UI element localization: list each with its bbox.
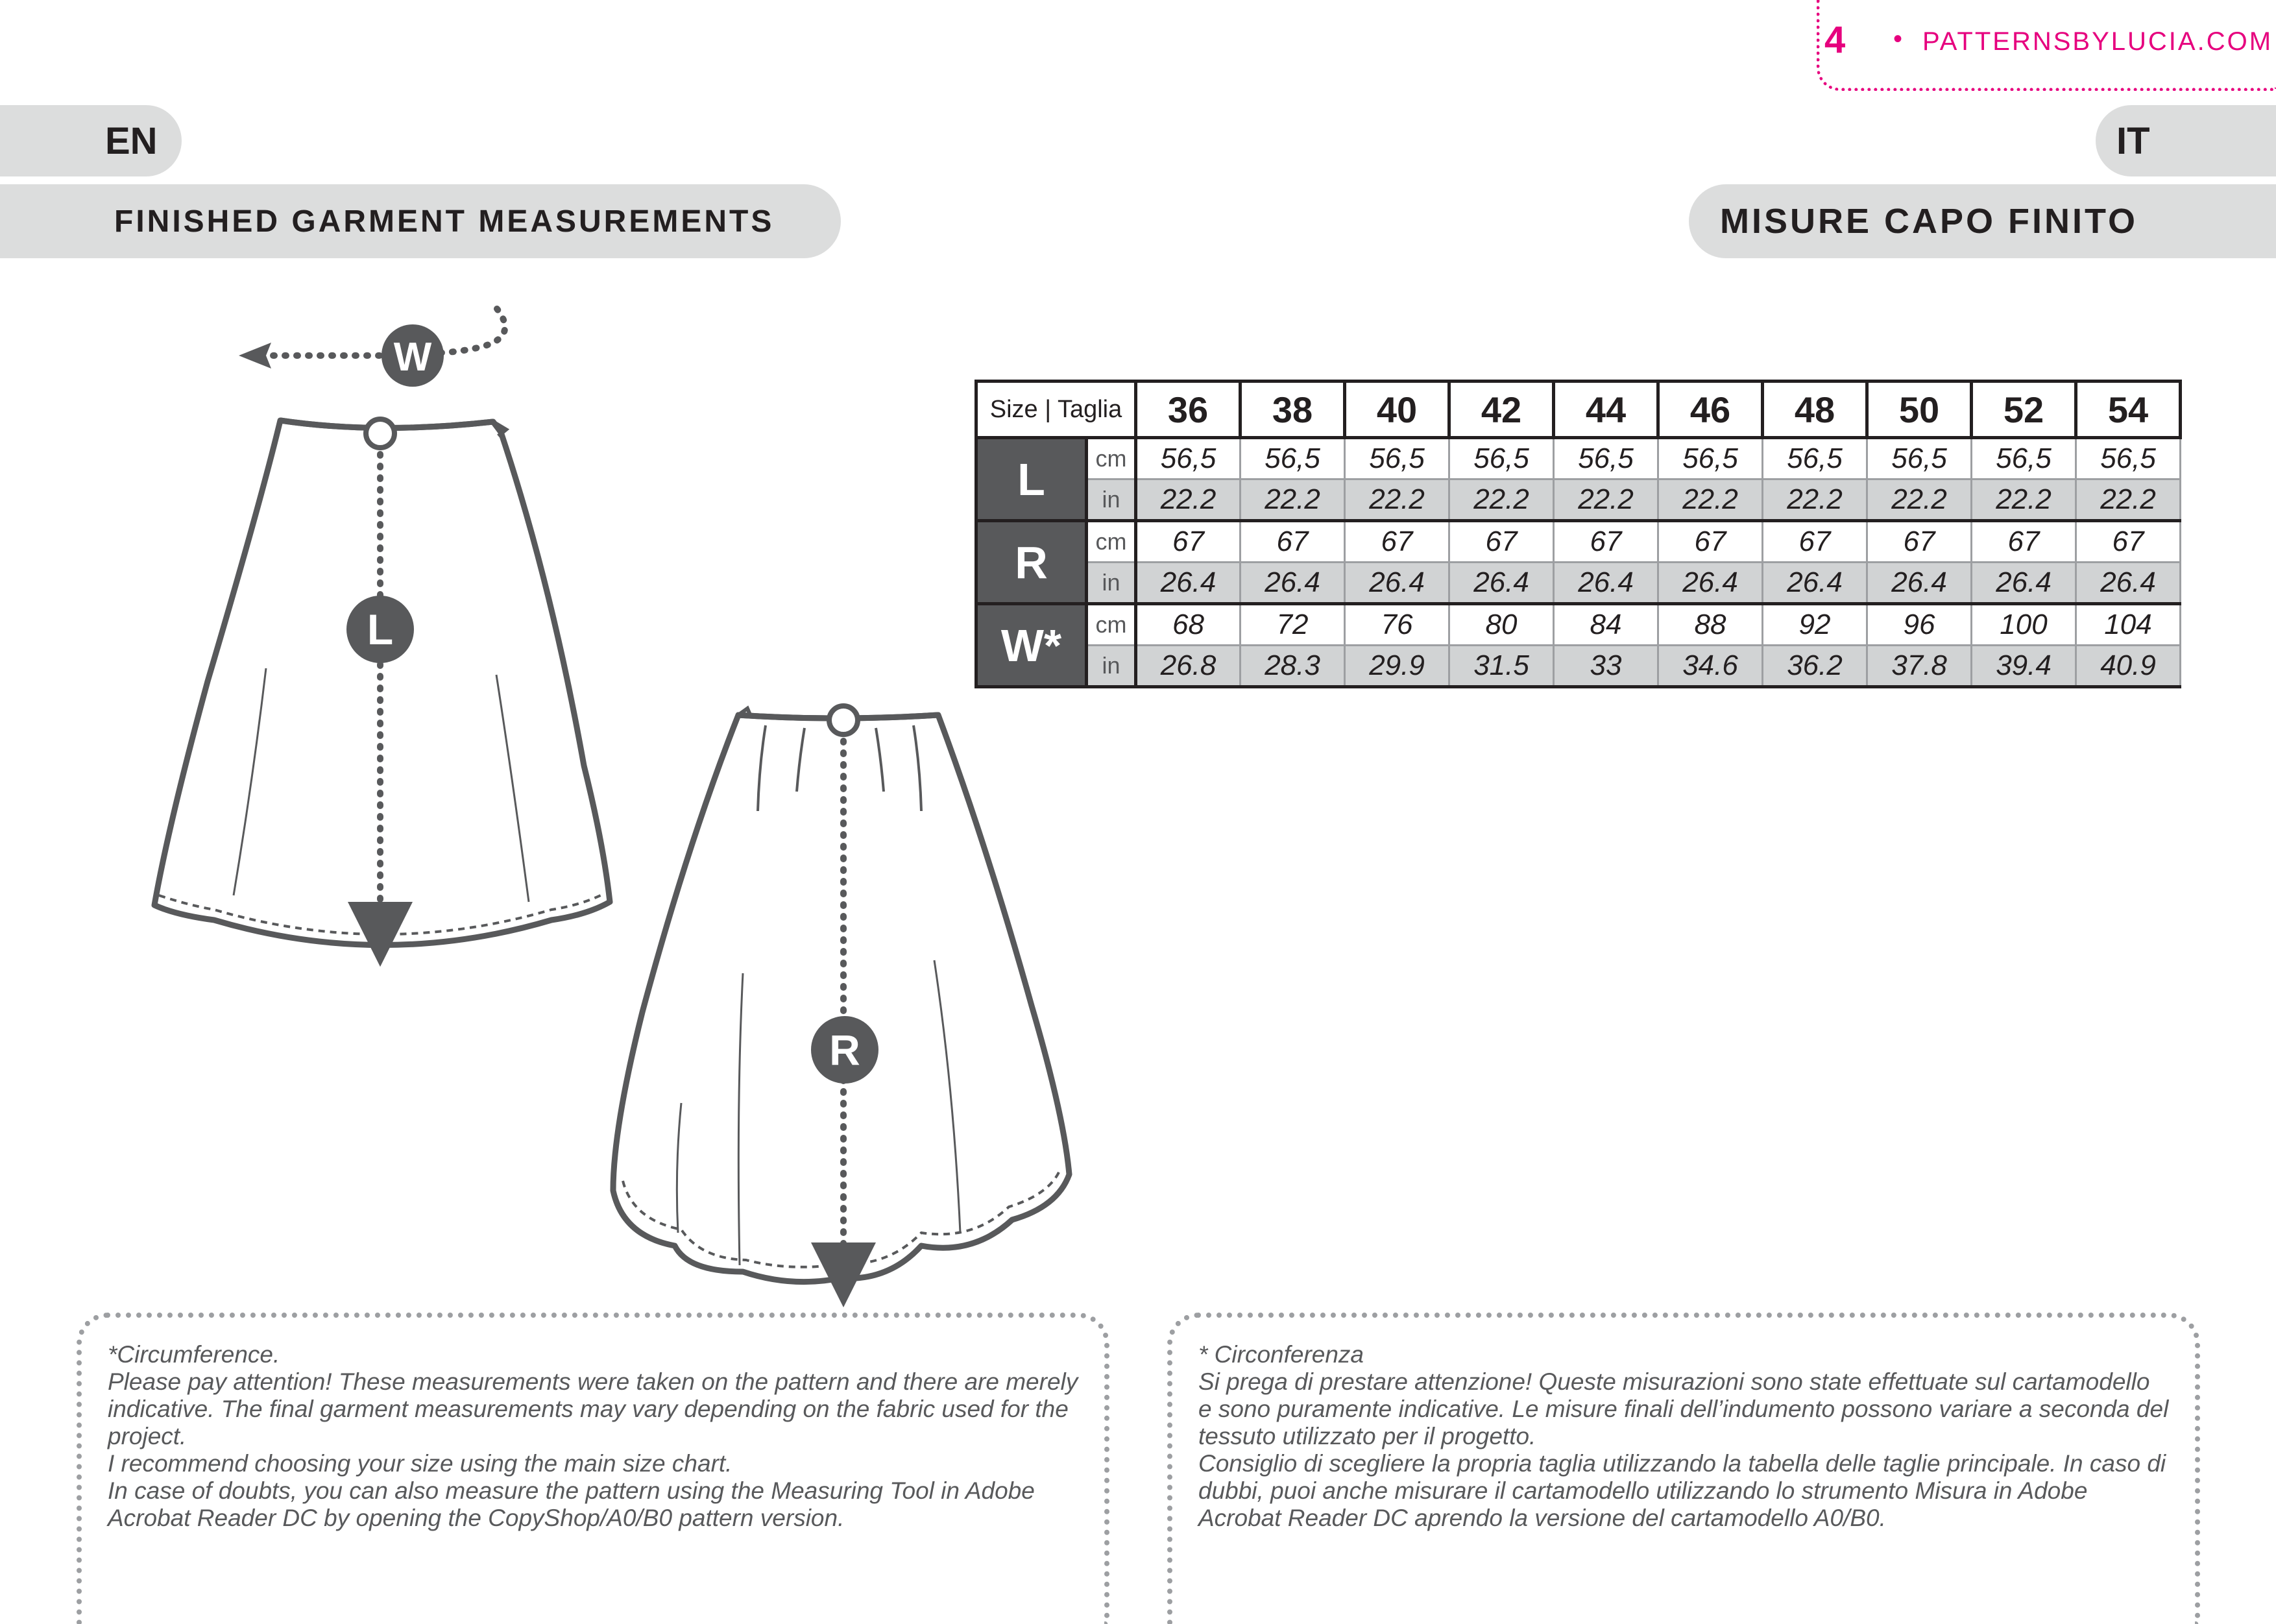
cell-cm: 67: [1554, 521, 1658, 563]
unit-cm: cm: [1087, 521, 1136, 563]
cell-in: 37.8: [1867, 646, 1972, 687]
cell-cm: 67: [1763, 521, 1867, 563]
table-row-in: [976, 646, 2181, 687]
table-row-cm: [976, 438, 2181, 479]
length-label: L: [367, 605, 394, 653]
cell-cm: 96: [1867, 604, 1972, 646]
cell-in: 26.4: [2076, 563, 2181, 604]
cell-in: 22.2: [1972, 479, 2076, 521]
table-row-in: [976, 479, 2181, 521]
cell-in: 26.4: [1763, 563, 1867, 604]
cell-cm: 68: [1136, 604, 1241, 646]
unit-in: in: [1087, 563, 1136, 604]
cell-cm: 56,5: [1867, 438, 1972, 479]
cell-in: 26.4: [1449, 563, 1554, 604]
cell-in: 26.4: [1867, 563, 1972, 604]
size-header: 42: [1449, 382, 1554, 438]
cell-in: 22.2: [1658, 479, 1763, 521]
cell-in: 26.8: [1136, 646, 1241, 687]
cell-cm: 67: [1972, 521, 2076, 563]
header-bullet: •: [1893, 25, 1903, 53]
cell-in: 34.6: [1658, 646, 1763, 687]
size-header: 52: [1972, 382, 2076, 438]
cell-cm: 104: [2076, 604, 2181, 646]
cell-cm: 92: [1763, 604, 1867, 646]
note-box-it: [1167, 1313, 2200, 1624]
cell-in: 29.9: [1345, 646, 1449, 687]
cell-cm: 56,5: [2076, 438, 2181, 479]
cell-in: 33: [1554, 646, 1658, 687]
title-it-text: MISURE CAPO FINITO: [1720, 202, 2138, 241]
cell-cm: 67: [1136, 521, 1241, 563]
cell-in: 36.2: [1763, 646, 1867, 687]
lang-it-label: IT: [2116, 119, 2150, 162]
size-header: 36: [1136, 382, 1241, 438]
cell-cm: 67: [1867, 521, 1972, 563]
cell-cm: 76: [1345, 604, 1449, 646]
rise-label: R: [829, 1026, 860, 1074]
unit-in: in: [1087, 646, 1136, 687]
page-number: 4: [1824, 19, 1846, 61]
cell-in: 39.4: [1972, 646, 2076, 687]
cell-in: 22.2: [1345, 479, 1449, 521]
cell-in: 22.2: [1241, 479, 1345, 521]
unit-in: in: [1087, 479, 1136, 521]
cell-cm: 67: [1658, 521, 1763, 563]
cell-cm: 88: [1658, 604, 1763, 646]
cell-in: 40.9: [2076, 646, 2181, 687]
cell-in: 28.3: [1241, 646, 1345, 687]
cell-cm: 84: [1554, 604, 1658, 646]
note-line: I recommend choosing your size using the main size chart.: [108, 1450, 732, 1477]
cell-in: 22.2: [1554, 479, 1658, 521]
size-header: 40: [1345, 382, 1449, 438]
note-line: Si prega di prestare attenzione! Queste misurazioni sono state effettuate sul cartamodello e sono puramente indicative. Le misure finali dell’indumento possono variare a seconda del tessuto utilizzato per il progetto.: [1198, 1368, 2169, 1449]
cell-in: 26.4: [1241, 563, 1345, 604]
cell-cm: 56,5: [1241, 438, 1345, 479]
size-header: 54: [2076, 382, 2181, 438]
table-row-in: [976, 563, 2181, 604]
cell-cm: 56,5: [1449, 438, 1554, 479]
size-header: 46: [1658, 382, 1763, 438]
note-line: Consiglio di scegliere la propria taglia utilizzando la tabella delle taglie principale. In caso di dubbi, puoi anche misurare il cartamodello utilizzando lo strumento Misura in Adobe Acrobat Reader DC aprendo la versione del cartamodello A0/B0.: [1198, 1450, 2166, 1531]
size-column-label: Size | Taglia: [976, 382, 1136, 438]
cell-in: 26.4: [1658, 563, 1763, 604]
size-header: 48: [1763, 382, 1867, 438]
cell-in: 26.4: [1554, 563, 1658, 604]
cell-cm: 67: [1241, 521, 1345, 563]
waist-label: W: [393, 335, 432, 380]
title-en-text: FINISHED GARMENT MEASUREMENTS: [114, 204, 775, 239]
cell-in: 22.2: [1867, 479, 1972, 521]
cell-cm: 56,5: [1763, 438, 1867, 479]
cell-cm: 56,5: [1136, 438, 1241, 479]
size-header: 44: [1554, 382, 1658, 438]
note-line: In case of doubts, you can also measure the pattern using the Measuring Tool in Adobe Acrobat Reader DC by opening the CopyShop/A0/B0 pattern version.: [108, 1477, 1035, 1531]
cell-cm: 56,5: [1658, 438, 1763, 479]
rise-marker-ring: [829, 706, 858, 734]
cell-in: 22.2: [1449, 479, 1554, 521]
cell-in: 31.5: [1449, 646, 1554, 687]
note-line: *Circumference.: [108, 1341, 280, 1368]
cell-cm: 80: [1449, 604, 1554, 646]
table-header-row: [976, 382, 2181, 438]
cell-in: 22.2: [1763, 479, 1867, 521]
measurement-table: [975, 380, 2182, 688]
size-header: 38: [1241, 382, 1345, 438]
waist-marker-ring: [366, 419, 394, 448]
measure-label: L: [976, 438, 1087, 521]
cell-cm: 56,5: [1554, 438, 1658, 479]
note-line: Please pay attention! These measurements were taken on the pattern and there are merely indicative. The final garment measurements may vary depending on the fabric used for the project.: [108, 1368, 1078, 1449]
table-row-cm: [976, 604, 2181, 646]
cell-in: 22.2: [2076, 479, 2181, 521]
cell-in: 22.2: [1136, 479, 1241, 521]
table-row-cm: [976, 521, 2181, 563]
size-header: 50: [1867, 382, 1972, 438]
site-link[interactable]: PATTERNSBYLUCIA.COM: [1922, 27, 2273, 56]
cell-in: 26.4: [1136, 563, 1241, 604]
cell-cm: 100: [1972, 604, 2076, 646]
cell-in: 26.4: [1972, 563, 2076, 604]
cell-in: 26.4: [1345, 563, 1449, 604]
cell-cm: 56,5: [1345, 438, 1449, 479]
measure-label: W*: [976, 604, 1087, 687]
cell-cm: 72: [1241, 604, 1345, 646]
cell-cm: 67: [2076, 521, 2181, 563]
unit-cm: cm: [1087, 438, 1136, 479]
cell-cm: 56,5: [1972, 438, 2076, 479]
note-box-en: [77, 1313, 1109, 1624]
measure-label: R: [976, 521, 1087, 604]
waist-arrow-head: [239, 343, 271, 369]
cell-cm: 67: [1449, 521, 1554, 563]
cell-cm: 67: [1345, 521, 1449, 563]
unit-cm: cm: [1087, 604, 1136, 646]
lang-en-label: EN: [105, 119, 158, 162]
note-line: * Circonferenza: [1198, 1341, 1364, 1368]
